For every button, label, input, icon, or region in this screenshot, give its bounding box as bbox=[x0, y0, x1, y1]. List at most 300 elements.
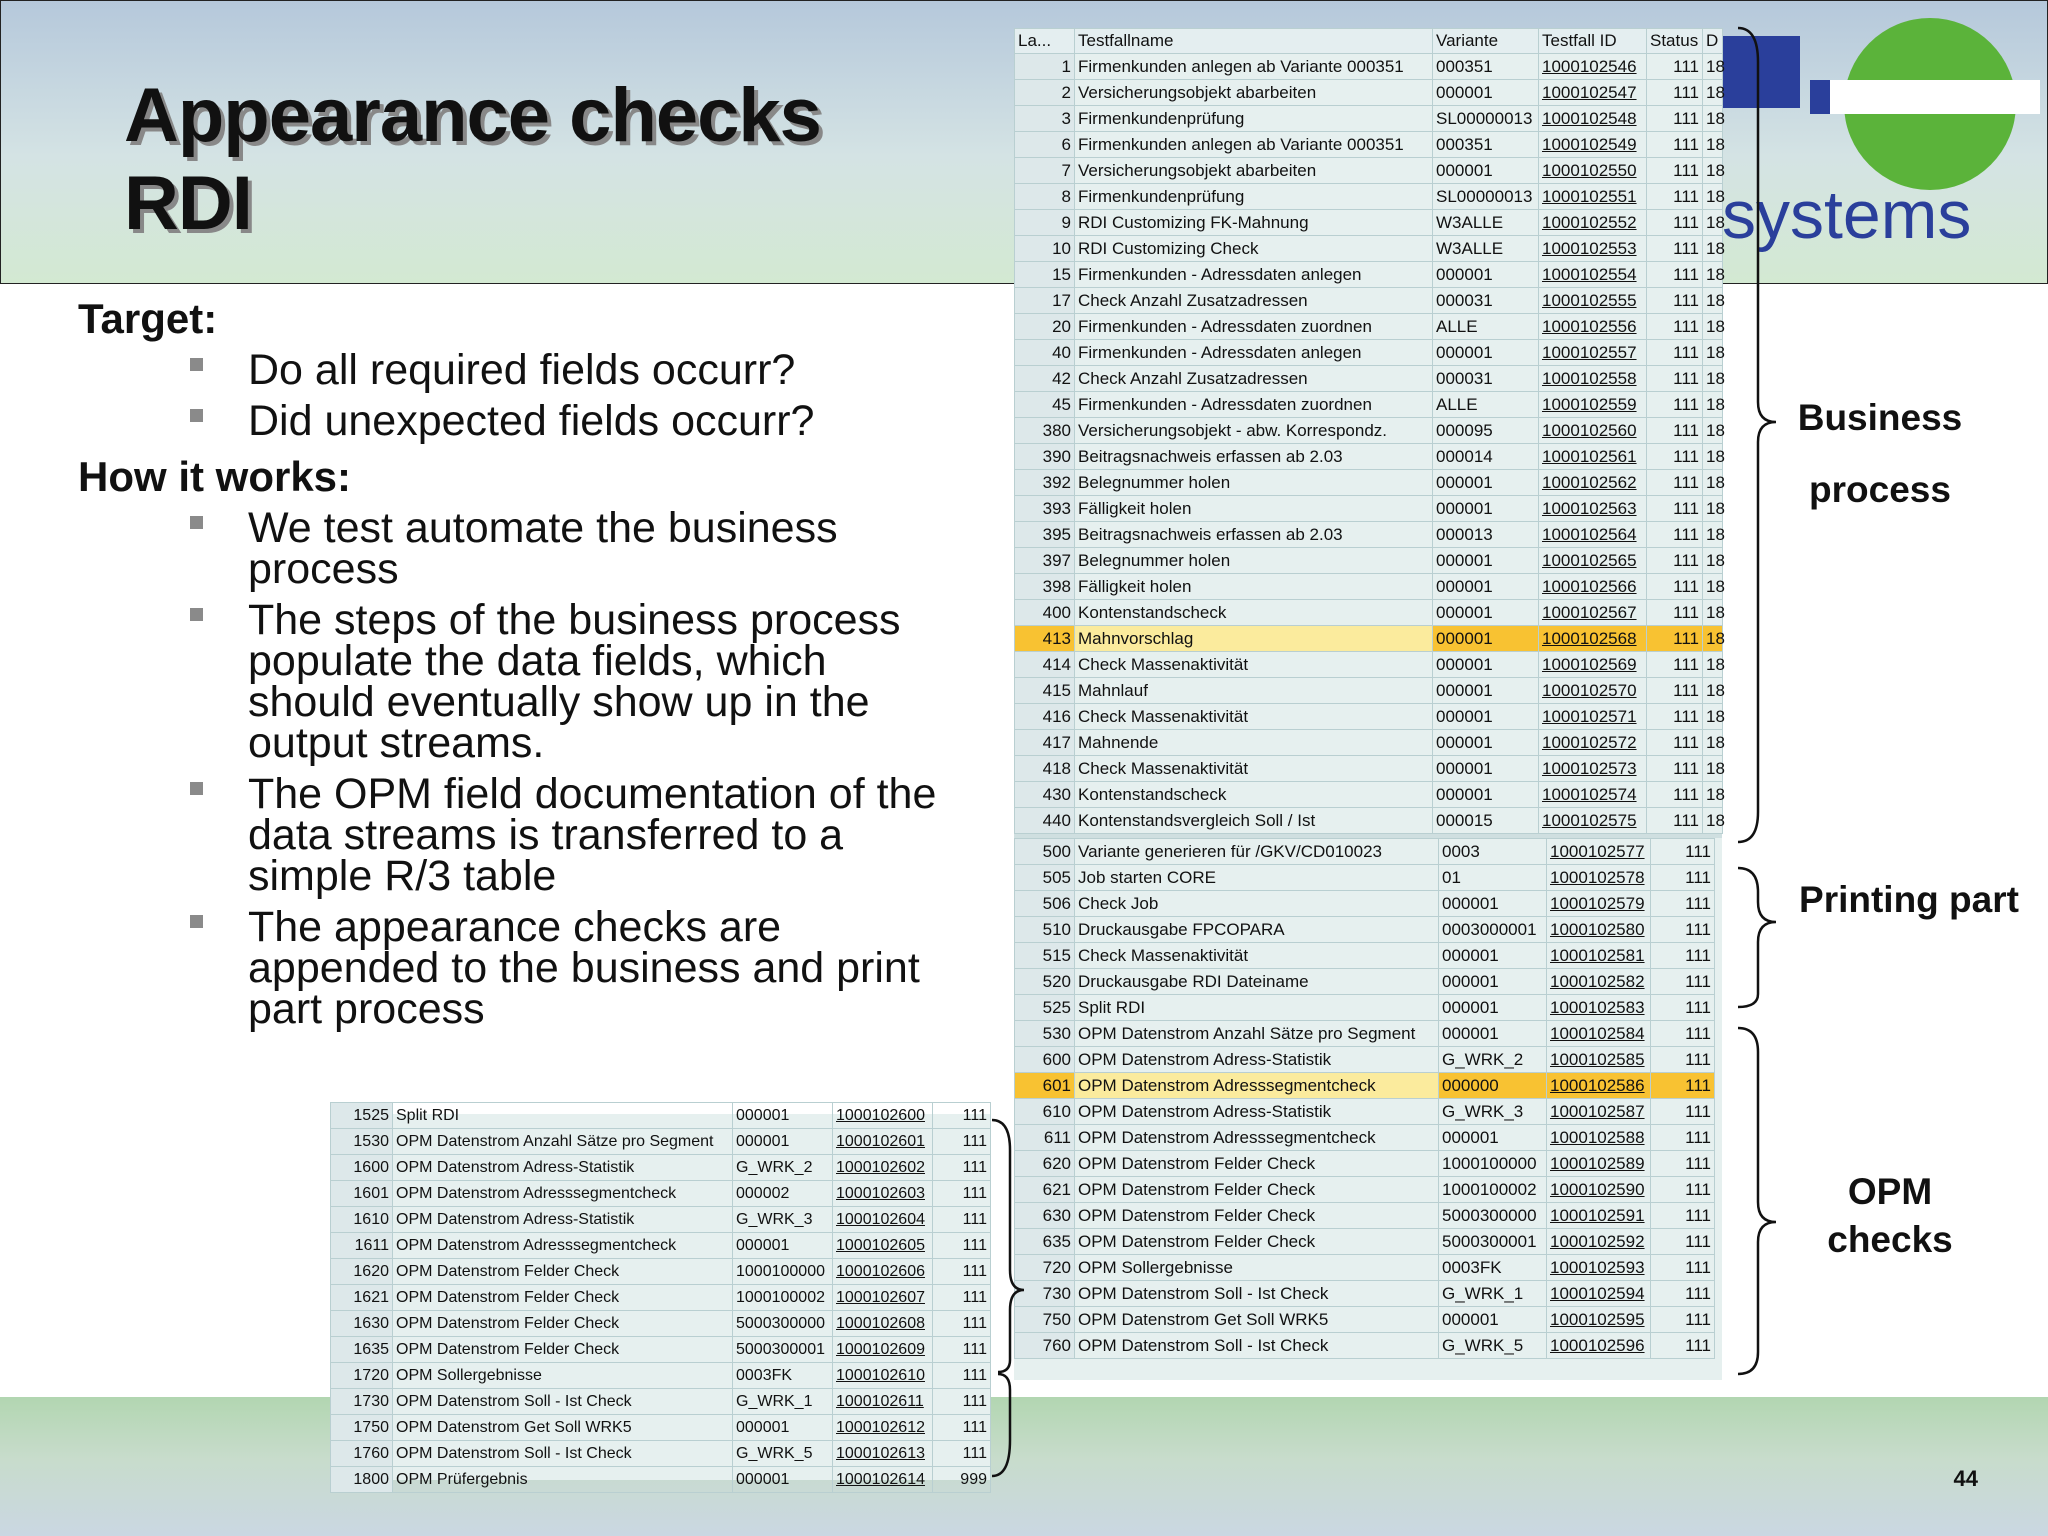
testcase-name-cell: Split RDI bbox=[393, 1103, 733, 1129]
variant-cell: G_WRK_1 bbox=[733, 1389, 833, 1415]
row-number-cell: 760 bbox=[1015, 1333, 1075, 1359]
business-rows bbox=[1015, 54, 1723, 834]
table-row[interactable] bbox=[1015, 808, 1723, 834]
table-row[interactable] bbox=[1015, 704, 1723, 730]
table-row[interactable] bbox=[1015, 470, 1723, 496]
testcase-id-link[interactable]: 1000102603 bbox=[833, 1181, 933, 1207]
date-cell: 18 bbox=[1703, 366, 1723, 392]
row-number-cell: 393 bbox=[1015, 496, 1075, 522]
testcase-name-cell: Firmenkunden - Adressdaten zuordnen bbox=[1075, 314, 1433, 340]
testcase-id-link[interactable]: 1000102595 bbox=[1547, 1307, 1651, 1333]
table-row[interactable] bbox=[331, 1337, 991, 1363]
row-number-cell: 415 bbox=[1015, 678, 1075, 704]
row-number-cell: 416 bbox=[1015, 704, 1075, 730]
status-cell: 111 bbox=[1647, 184, 1703, 210]
table-row[interactable] bbox=[1015, 1281, 1715, 1307]
table-row[interactable] bbox=[1015, 652, 1723, 678]
variant-cell: 000001 bbox=[1433, 158, 1539, 184]
testcase-id-link[interactable]: 1000102606 bbox=[833, 1259, 933, 1285]
testcase-id-link[interactable]: 1000102578 bbox=[1547, 865, 1651, 891]
testcase-id-link[interactable]: 1000102573 bbox=[1539, 756, 1647, 782]
testcase-id-link[interactable]: 1000102604 bbox=[833, 1207, 933, 1233]
testcase-id-link[interactable]: 1000102572 bbox=[1539, 730, 1647, 756]
table-row[interactable] bbox=[331, 1415, 991, 1441]
testcase-id-link[interactable]: 1000102567 bbox=[1539, 600, 1647, 626]
row-number-cell: 40 bbox=[1015, 340, 1075, 366]
date-cell: 18 bbox=[1703, 158, 1723, 184]
row-number-cell: 620 bbox=[1015, 1151, 1075, 1177]
status-cell: 111 bbox=[1651, 969, 1715, 995]
variant-cell: 1000100000 bbox=[1439, 1151, 1547, 1177]
testcase-id-link[interactable]: 1000102569 bbox=[1539, 652, 1647, 678]
row-number-cell: 10 bbox=[1015, 236, 1075, 262]
table-row[interactable] bbox=[1015, 366, 1723, 392]
table-row[interactable] bbox=[1015, 522, 1723, 548]
testcase-id-link[interactable]: 1000102594 bbox=[1547, 1281, 1651, 1307]
table-row[interactable] bbox=[1015, 1177, 1715, 1203]
table-row[interactable] bbox=[1015, 262, 1723, 288]
testcase-id-link[interactable]: 1000102560 bbox=[1539, 418, 1647, 444]
status-cell: 111 bbox=[933, 1311, 991, 1337]
table-row[interactable] bbox=[331, 1363, 991, 1389]
testcase-id-link[interactable]: 1000102580 bbox=[1547, 917, 1651, 943]
table-row[interactable] bbox=[1015, 1021, 1715, 1047]
table-row[interactable] bbox=[331, 1129, 991, 1155]
testcase-name-cell: Beitragsnachweis erfassen ab 2.03 bbox=[1075, 444, 1433, 470]
testcase-id-link[interactable]: 1000102577 bbox=[1547, 839, 1651, 865]
testcase-name-cell: OPM Prüfergebnis bbox=[393, 1467, 733, 1493]
business-process-label: Business process bbox=[1797, 397, 1963, 510]
table-row[interactable] bbox=[1015, 210, 1723, 236]
table-row[interactable] bbox=[1015, 756, 1723, 782]
status-cell: 111 bbox=[933, 1155, 991, 1181]
col-header[interactable]: Status bbox=[1647, 29, 1703, 54]
row-number-cell: 400 bbox=[1015, 600, 1075, 626]
testcase-id-link[interactable]: 1000102571 bbox=[1539, 704, 1647, 730]
testcase-id-link[interactable]: 1000102566 bbox=[1539, 574, 1647, 600]
variant-cell: 000001 bbox=[1433, 80, 1539, 106]
table-row[interactable] bbox=[331, 1233, 991, 1259]
table-row[interactable] bbox=[331, 1103, 991, 1129]
row-number-cell: 1610 bbox=[331, 1207, 393, 1233]
testcase-id-link[interactable]: 1000102596 bbox=[1547, 1333, 1651, 1359]
row-number-cell: 621 bbox=[1015, 1177, 1075, 1203]
table-row[interactable] bbox=[1015, 678, 1723, 704]
table-row[interactable] bbox=[1015, 782, 1723, 808]
testcase-id-link[interactable]: 1000102593 bbox=[1547, 1255, 1651, 1281]
testcase-name-cell: OPM Datenstrom Adresssegmentcheck bbox=[393, 1233, 733, 1259]
table-row[interactable] bbox=[331, 1389, 991, 1415]
testcase-id-link[interactable]: 1000102558 bbox=[1539, 366, 1647, 392]
testcase-id-link[interactable]: 1000102590 bbox=[1547, 1177, 1651, 1203]
braces bbox=[1728, 22, 1788, 1382]
opm-checks-label: OPM checks bbox=[1827, 1171, 1953, 1260]
date-cell: 18 bbox=[1703, 522, 1723, 548]
testcase-name-cell: OPM Datenstrom Adress-Statistik bbox=[1075, 1047, 1439, 1073]
status-cell: 111 bbox=[1651, 1229, 1715, 1255]
status-cell: 111 bbox=[1647, 522, 1703, 548]
variant-cell: 000001 bbox=[1433, 678, 1539, 704]
date-cell: 18 bbox=[1703, 600, 1723, 626]
table-row[interactable] bbox=[1015, 1203, 1715, 1229]
testcase-name-cell: Mahnlauf bbox=[1075, 678, 1433, 704]
testcase-id-link[interactable]: 1000102559 bbox=[1539, 392, 1647, 418]
testcase-name-cell: Druckausgabe FPCOPARA bbox=[1075, 917, 1439, 943]
row-number-cell: 506 bbox=[1015, 891, 1075, 917]
row-number-cell: 8 bbox=[1015, 184, 1075, 210]
testcase-name-cell: Firmenkundenprüfung bbox=[1075, 184, 1433, 210]
testcase-id-link[interactable]: 1000102609 bbox=[833, 1337, 933, 1363]
row-number-cell: 730 bbox=[1015, 1281, 1075, 1307]
status-cell: 111 bbox=[1651, 1125, 1715, 1151]
testcase-id-link[interactable]: 1000102548 bbox=[1539, 106, 1647, 132]
testcase-name-cell: Check Job bbox=[1075, 891, 1439, 917]
table-row[interactable] bbox=[1015, 54, 1723, 80]
row-number-cell: 525 bbox=[1015, 995, 1075, 1021]
slide-body bbox=[78, 294, 978, 1040]
row-number-cell: 515 bbox=[1015, 943, 1075, 969]
table-row[interactable] bbox=[1015, 184, 1723, 210]
table-row[interactable] bbox=[1015, 1073, 1715, 1099]
testcase-id-link[interactable]: 1000102575 bbox=[1539, 808, 1647, 834]
testcase-id-link[interactable]: 1000102568 bbox=[1539, 626, 1647, 652]
variant-cell: 0003 bbox=[1439, 839, 1547, 865]
table-row[interactable] bbox=[1015, 730, 1723, 756]
table-row[interactable] bbox=[1015, 839, 1715, 865]
testcase-id-link[interactable]: 1000102584 bbox=[1547, 1021, 1651, 1047]
date-cell: 18 bbox=[1703, 782, 1723, 808]
testcase-id-link[interactable]: 1000102551 bbox=[1539, 184, 1647, 210]
table-row[interactable] bbox=[1015, 444, 1723, 470]
row-number-cell: 1600 bbox=[331, 1155, 393, 1181]
table-row[interactable] bbox=[331, 1181, 991, 1207]
table-row[interactable] bbox=[1015, 1333, 1715, 1359]
testcase-id-link[interactable]: 1000102608 bbox=[833, 1311, 933, 1337]
table-row[interactable] bbox=[1015, 158, 1723, 184]
status-cell: 111 bbox=[1647, 158, 1703, 184]
row-number-cell: 1530 bbox=[331, 1129, 393, 1155]
table-row[interactable] bbox=[1015, 943, 1715, 969]
col-header[interactable]: Testfallname bbox=[1075, 29, 1433, 54]
table-row[interactable] bbox=[1015, 236, 1723, 262]
date-cell: 18 bbox=[1703, 288, 1723, 314]
table-row[interactable] bbox=[1015, 1255, 1715, 1281]
small-braces bbox=[990, 1110, 1030, 1482]
status-cell: 111 bbox=[1647, 704, 1703, 730]
testcase-name-cell: OPM Datenstrom Soll - Ist Check bbox=[393, 1441, 733, 1467]
table-row[interactable] bbox=[331, 1207, 991, 1233]
testcase-id-link[interactable]: 1000102564 bbox=[1539, 522, 1647, 548]
variant-cell: 000095 bbox=[1433, 418, 1539, 444]
how-heading: How it works: bbox=[78, 453, 352, 500]
variant-cell: 01 bbox=[1439, 865, 1547, 891]
table-row[interactable] bbox=[1015, 548, 1723, 574]
row-number-cell: 720 bbox=[1015, 1255, 1075, 1281]
table-row[interactable] bbox=[1015, 1229, 1715, 1255]
table-row[interactable] bbox=[1015, 418, 1723, 444]
variant-cell: 000013 bbox=[1433, 522, 1539, 548]
testcase-id-link[interactable]: 1000102588 bbox=[1547, 1125, 1651, 1151]
testcase-name-cell: Firmenkunden anlegen ab Variante 000351 bbox=[1075, 132, 1433, 158]
testcase-name-cell: Belegnummer holen bbox=[1075, 470, 1433, 496]
table-row[interactable] bbox=[1015, 1125, 1715, 1151]
testcase-id-link[interactable]: 1000102592 bbox=[1547, 1229, 1651, 1255]
business-brace bbox=[1738, 28, 1776, 842]
status-cell: 111 bbox=[933, 1181, 991, 1207]
row-number-cell: 7 bbox=[1015, 158, 1075, 184]
status-cell: 111 bbox=[1651, 839, 1715, 865]
date-cell: 18 bbox=[1703, 54, 1723, 80]
testcase-id-link[interactable]: 1000102611 bbox=[833, 1389, 933, 1415]
status-cell: 111 bbox=[1647, 678, 1703, 704]
col-header[interactable]: La... bbox=[1015, 29, 1075, 54]
testcase-id-link[interactable]: 1000102553 bbox=[1539, 236, 1647, 262]
variant-cell: 0003FK bbox=[733, 1363, 833, 1389]
date-cell: 18 bbox=[1703, 808, 1723, 834]
variant-cell: 000001 bbox=[1433, 574, 1539, 600]
table-row[interactable] bbox=[1015, 1151, 1715, 1177]
test-case-grid bbox=[1014, 28, 1723, 834]
testcase-id-link[interactable]: 1000102602 bbox=[833, 1155, 933, 1181]
table-row[interactable] bbox=[1015, 314, 1723, 340]
variant-cell: 5000300001 bbox=[733, 1337, 833, 1363]
variant-cell: 000001 bbox=[1433, 496, 1539, 522]
testcase-id-link[interactable]: 1000102550 bbox=[1539, 158, 1647, 184]
testcase-id-link[interactable]: 1000102574 bbox=[1539, 782, 1647, 808]
testcase-id-link[interactable]: 1000102556 bbox=[1539, 314, 1647, 340]
variant-cell: 000001 bbox=[1433, 652, 1539, 678]
status-cell: 111 bbox=[1651, 1255, 1715, 1281]
variant-cell: 000001 bbox=[1433, 704, 1539, 730]
table-row[interactable] bbox=[1015, 496, 1723, 522]
row-number-cell: 1601 bbox=[331, 1181, 393, 1207]
variant-cell: 000001 bbox=[1433, 548, 1539, 574]
row-number-cell: 414 bbox=[1015, 652, 1075, 678]
testcase-name-cell: Split RDI bbox=[1075, 995, 1439, 1021]
testcase-id-link[interactable]: 1000102555 bbox=[1539, 288, 1647, 314]
testcase-name-cell: OPM Datenstrom Get Soll WRK5 bbox=[393, 1415, 733, 1441]
table-header-row bbox=[1015, 29, 1723, 54]
status-cell: 111 bbox=[1651, 1073, 1715, 1099]
testcase-id-link[interactable]: 1000102591 bbox=[1547, 1203, 1651, 1229]
row-number-cell: 3 bbox=[1015, 106, 1075, 132]
testcase-id-link[interactable]: 1000102610 bbox=[833, 1363, 933, 1389]
testcase-id-link[interactable]: 1000102586 bbox=[1547, 1073, 1651, 1099]
row-number-cell: 42 bbox=[1015, 366, 1075, 392]
table-row[interactable] bbox=[331, 1311, 991, 1337]
date-cell: 18 bbox=[1703, 574, 1723, 600]
date-cell: 18 bbox=[1703, 340, 1723, 366]
variant-cell: 0003FK bbox=[1439, 1255, 1547, 1281]
testcase-name-cell: OPM Datenstrom Felder Check bbox=[1075, 1177, 1439, 1203]
variant-cell: 000001 bbox=[1439, 969, 1547, 995]
testcase-id-link[interactable]: 1000102600 bbox=[833, 1103, 933, 1129]
testcase-id-link[interactable]: 1000102579 bbox=[1547, 891, 1651, 917]
testcase-name-cell: Check Massenaktivität bbox=[1075, 704, 1433, 730]
variant-cell: 000001 bbox=[1433, 730, 1539, 756]
status-cell: 111 bbox=[933, 1233, 991, 1259]
row-number-cell: 398 bbox=[1015, 574, 1075, 600]
testcase-id-link[interactable]: 1000102570 bbox=[1539, 678, 1647, 704]
table-row[interactable] bbox=[1015, 600, 1723, 626]
table-row[interactable] bbox=[1015, 891, 1715, 917]
testcase-name-cell: OPM Datenstrom Felder Check bbox=[1075, 1229, 1439, 1255]
variant-cell: SL00000013 bbox=[1433, 106, 1539, 132]
variant-cell: G_WRK_3 bbox=[733, 1207, 833, 1233]
variant-cell: 1000100002 bbox=[733, 1285, 833, 1311]
table-row[interactable] bbox=[1015, 1307, 1715, 1333]
col-header[interactable]: Variante bbox=[1433, 29, 1539, 54]
status-cell: 111 bbox=[933, 1285, 991, 1311]
testcase-id-link[interactable]: 1000102587 bbox=[1547, 1099, 1651, 1125]
row-number-cell: 635 bbox=[1015, 1229, 1075, 1255]
status-cell: 111 bbox=[1647, 444, 1703, 470]
row-number-cell: 1760 bbox=[331, 1441, 393, 1467]
testcase-name-cell: Firmenkundenprüfung bbox=[1075, 106, 1433, 132]
table-row[interactable] bbox=[1015, 288, 1723, 314]
testcase-id-link[interactable]: 1000102565 bbox=[1539, 548, 1647, 574]
testcase-id-link[interactable]: 1000102612 bbox=[833, 1415, 933, 1441]
testcase-id-link[interactable]: 1000102605 bbox=[833, 1233, 933, 1259]
row-number-cell: 413 bbox=[1015, 626, 1075, 652]
table-row[interactable] bbox=[1015, 1099, 1715, 1125]
status-cell: 111 bbox=[1651, 1021, 1715, 1047]
row-number-cell: 390 bbox=[1015, 444, 1075, 470]
testcase-name-cell: RDI Customizing FK-Mahnung bbox=[1075, 210, 1433, 236]
testcase-id-link[interactable]: 1000102561 bbox=[1539, 444, 1647, 470]
testcase-id-link[interactable]: 1000102582 bbox=[1547, 969, 1651, 995]
row-number-cell: 2 bbox=[1015, 80, 1075, 106]
status-cell: 111 bbox=[1651, 1307, 1715, 1333]
date-cell: 18 bbox=[1703, 444, 1723, 470]
how-list bbox=[78, 504, 978, 1033]
date-cell: 18 bbox=[1703, 756, 1723, 782]
testcase-id-link[interactable]: 1000102547 bbox=[1539, 80, 1647, 106]
variant-cell: 000000 bbox=[1439, 1073, 1547, 1099]
row-number-cell: 600 bbox=[1015, 1047, 1075, 1073]
testcase-id-link[interactable]: 1000102557 bbox=[1539, 340, 1647, 366]
testcase-id-link[interactable]: 1000102546 bbox=[1539, 54, 1647, 80]
date-cell: 18 bbox=[1703, 704, 1723, 730]
testcase-id-link[interactable]: 1000102585 bbox=[1547, 1047, 1651, 1073]
testcase-name-cell: OPM Datenstrom Adress-Statistik bbox=[1075, 1099, 1439, 1125]
status-cell: 111 bbox=[933, 1363, 991, 1389]
table-row[interactable] bbox=[331, 1285, 991, 1311]
variant-cell: 000031 bbox=[1433, 288, 1539, 314]
table-row[interactable] bbox=[1015, 995, 1715, 1021]
table-row[interactable] bbox=[1015, 626, 1723, 652]
testcase-id-link[interactable]: 1000102601 bbox=[833, 1129, 933, 1155]
variant-cell: G_WRK_2 bbox=[733, 1155, 833, 1181]
printing-brace bbox=[1738, 868, 1776, 1007]
testcase-id-link[interactable]: 1000102613 bbox=[833, 1441, 933, 1467]
table-row[interactable] bbox=[1015, 132, 1723, 158]
variant-cell: 000001 bbox=[1433, 782, 1539, 808]
table-row[interactable] bbox=[1015, 865, 1715, 891]
testcase-id-link[interactable]: 1000102563 bbox=[1539, 496, 1647, 522]
testcase-id-link[interactable]: 1000102614 bbox=[833, 1467, 933, 1493]
variant-cell: 1000100000 bbox=[733, 1259, 833, 1285]
variant-cell: 000001 bbox=[1439, 1021, 1547, 1047]
opm-results-grid bbox=[330, 1102, 991, 1493]
status-cell: 111 bbox=[1651, 917, 1715, 943]
row-number-cell: 392 bbox=[1015, 470, 1075, 496]
list-item: The OPM field documentation of the data streams is transferred to a simple R/3 table bbox=[78, 774, 958, 897]
testcase-id-link[interactable]: 1000102589 bbox=[1547, 1151, 1651, 1177]
testcase-id-link[interactable]: 1000102562 bbox=[1539, 470, 1647, 496]
bullet-icon bbox=[190, 358, 203, 371]
table-row[interactable] bbox=[1015, 80, 1723, 106]
testcase-name-cell: OPM Datenstrom Adresssegmentcheck bbox=[393, 1181, 733, 1207]
table-row[interactable] bbox=[1015, 340, 1723, 366]
table-row[interactable] bbox=[331, 1155, 991, 1181]
variant-cell: 000351 bbox=[1433, 54, 1539, 80]
testcase-name-cell: OPM Datenstrom Felder Check bbox=[393, 1311, 733, 1337]
table-row[interactable] bbox=[1015, 574, 1723, 600]
testcase-name-cell: Mahnvorschlag bbox=[1075, 626, 1433, 652]
testcase-name-cell: Check Massenaktivität bbox=[1075, 652, 1433, 678]
testcase-name-cell: Check Anzahl Zusatzadressen bbox=[1075, 366, 1433, 392]
testcase-name-cell: Versicherungsobjekt abarbeiten bbox=[1075, 80, 1433, 106]
col-header[interactable]: D bbox=[1703, 29, 1723, 54]
table-row[interactable] bbox=[1015, 106, 1723, 132]
status-cell: 111 bbox=[933, 1259, 991, 1285]
row-number-cell: 1635 bbox=[331, 1337, 393, 1363]
status-cell: 111 bbox=[1647, 652, 1703, 678]
testcase-id-link[interactable]: 1000102581 bbox=[1547, 943, 1651, 969]
testcase-id-link[interactable]: 1000102549 bbox=[1539, 132, 1647, 158]
testcase-name-cell: Beitragsnachweis erfassen ab 2.03 bbox=[1075, 522, 1433, 548]
test-case-table bbox=[1014, 28, 1725, 1380]
date-cell: 18 bbox=[1703, 652, 1723, 678]
testcase-name-cell: OPM Datenstrom Get Soll WRK5 bbox=[1075, 1307, 1439, 1333]
status-cell: 111 bbox=[1647, 262, 1703, 288]
variant-cell: 5000300000 bbox=[733, 1311, 833, 1337]
table-row[interactable] bbox=[1015, 917, 1715, 943]
variant-cell: 000014 bbox=[1433, 444, 1539, 470]
date-cell: 18 bbox=[1703, 210, 1723, 236]
list-item: Did unexpected fields occurr? bbox=[78, 401, 978, 442]
testcase-name-cell: Kontenstandsvergleich Soll / Ist bbox=[1075, 808, 1433, 834]
list-item: The appearance checks are appended to the business and print part process bbox=[78, 907, 958, 1030]
row-number-cell: 630 bbox=[1015, 1203, 1075, 1229]
testcase-name-cell: Job starten CORE bbox=[1075, 865, 1439, 891]
testcase-id-link[interactable]: 1000102554 bbox=[1539, 262, 1647, 288]
testcase-id-link[interactable]: 1000102583 bbox=[1547, 995, 1651, 1021]
col-header[interactable]: Testfall ID bbox=[1539, 29, 1647, 54]
table-row[interactable] bbox=[1015, 1047, 1715, 1073]
table-row[interactable] bbox=[1015, 392, 1723, 418]
table-row[interactable] bbox=[1015, 969, 1715, 995]
status-cell: 111 bbox=[1647, 782, 1703, 808]
status-cell: 111 bbox=[1647, 288, 1703, 314]
print-rows bbox=[1015, 839, 1715, 1359]
testcase-id-link[interactable]: 1000102607 bbox=[833, 1285, 933, 1311]
testcase-name-cell: OPM Datenstrom Soll - Ist Check bbox=[393, 1389, 733, 1415]
variant-cell: 000001 bbox=[733, 1467, 833, 1493]
row-number-cell: 520 bbox=[1015, 969, 1075, 995]
variant-cell: G_WRK_1 bbox=[1439, 1281, 1547, 1307]
testcase-id-link[interactable]: 1000102552 bbox=[1539, 210, 1647, 236]
date-cell: 18 bbox=[1703, 80, 1723, 106]
table-row[interactable] bbox=[331, 1441, 991, 1467]
date-cell: 18 bbox=[1703, 132, 1723, 158]
status-cell: 111 bbox=[1647, 80, 1703, 106]
table-row[interactable] bbox=[331, 1259, 991, 1285]
variant-cell: 000002 bbox=[733, 1181, 833, 1207]
status-cell: 111 bbox=[1651, 1151, 1715, 1177]
table-row[interactable] bbox=[331, 1467, 991, 1493]
